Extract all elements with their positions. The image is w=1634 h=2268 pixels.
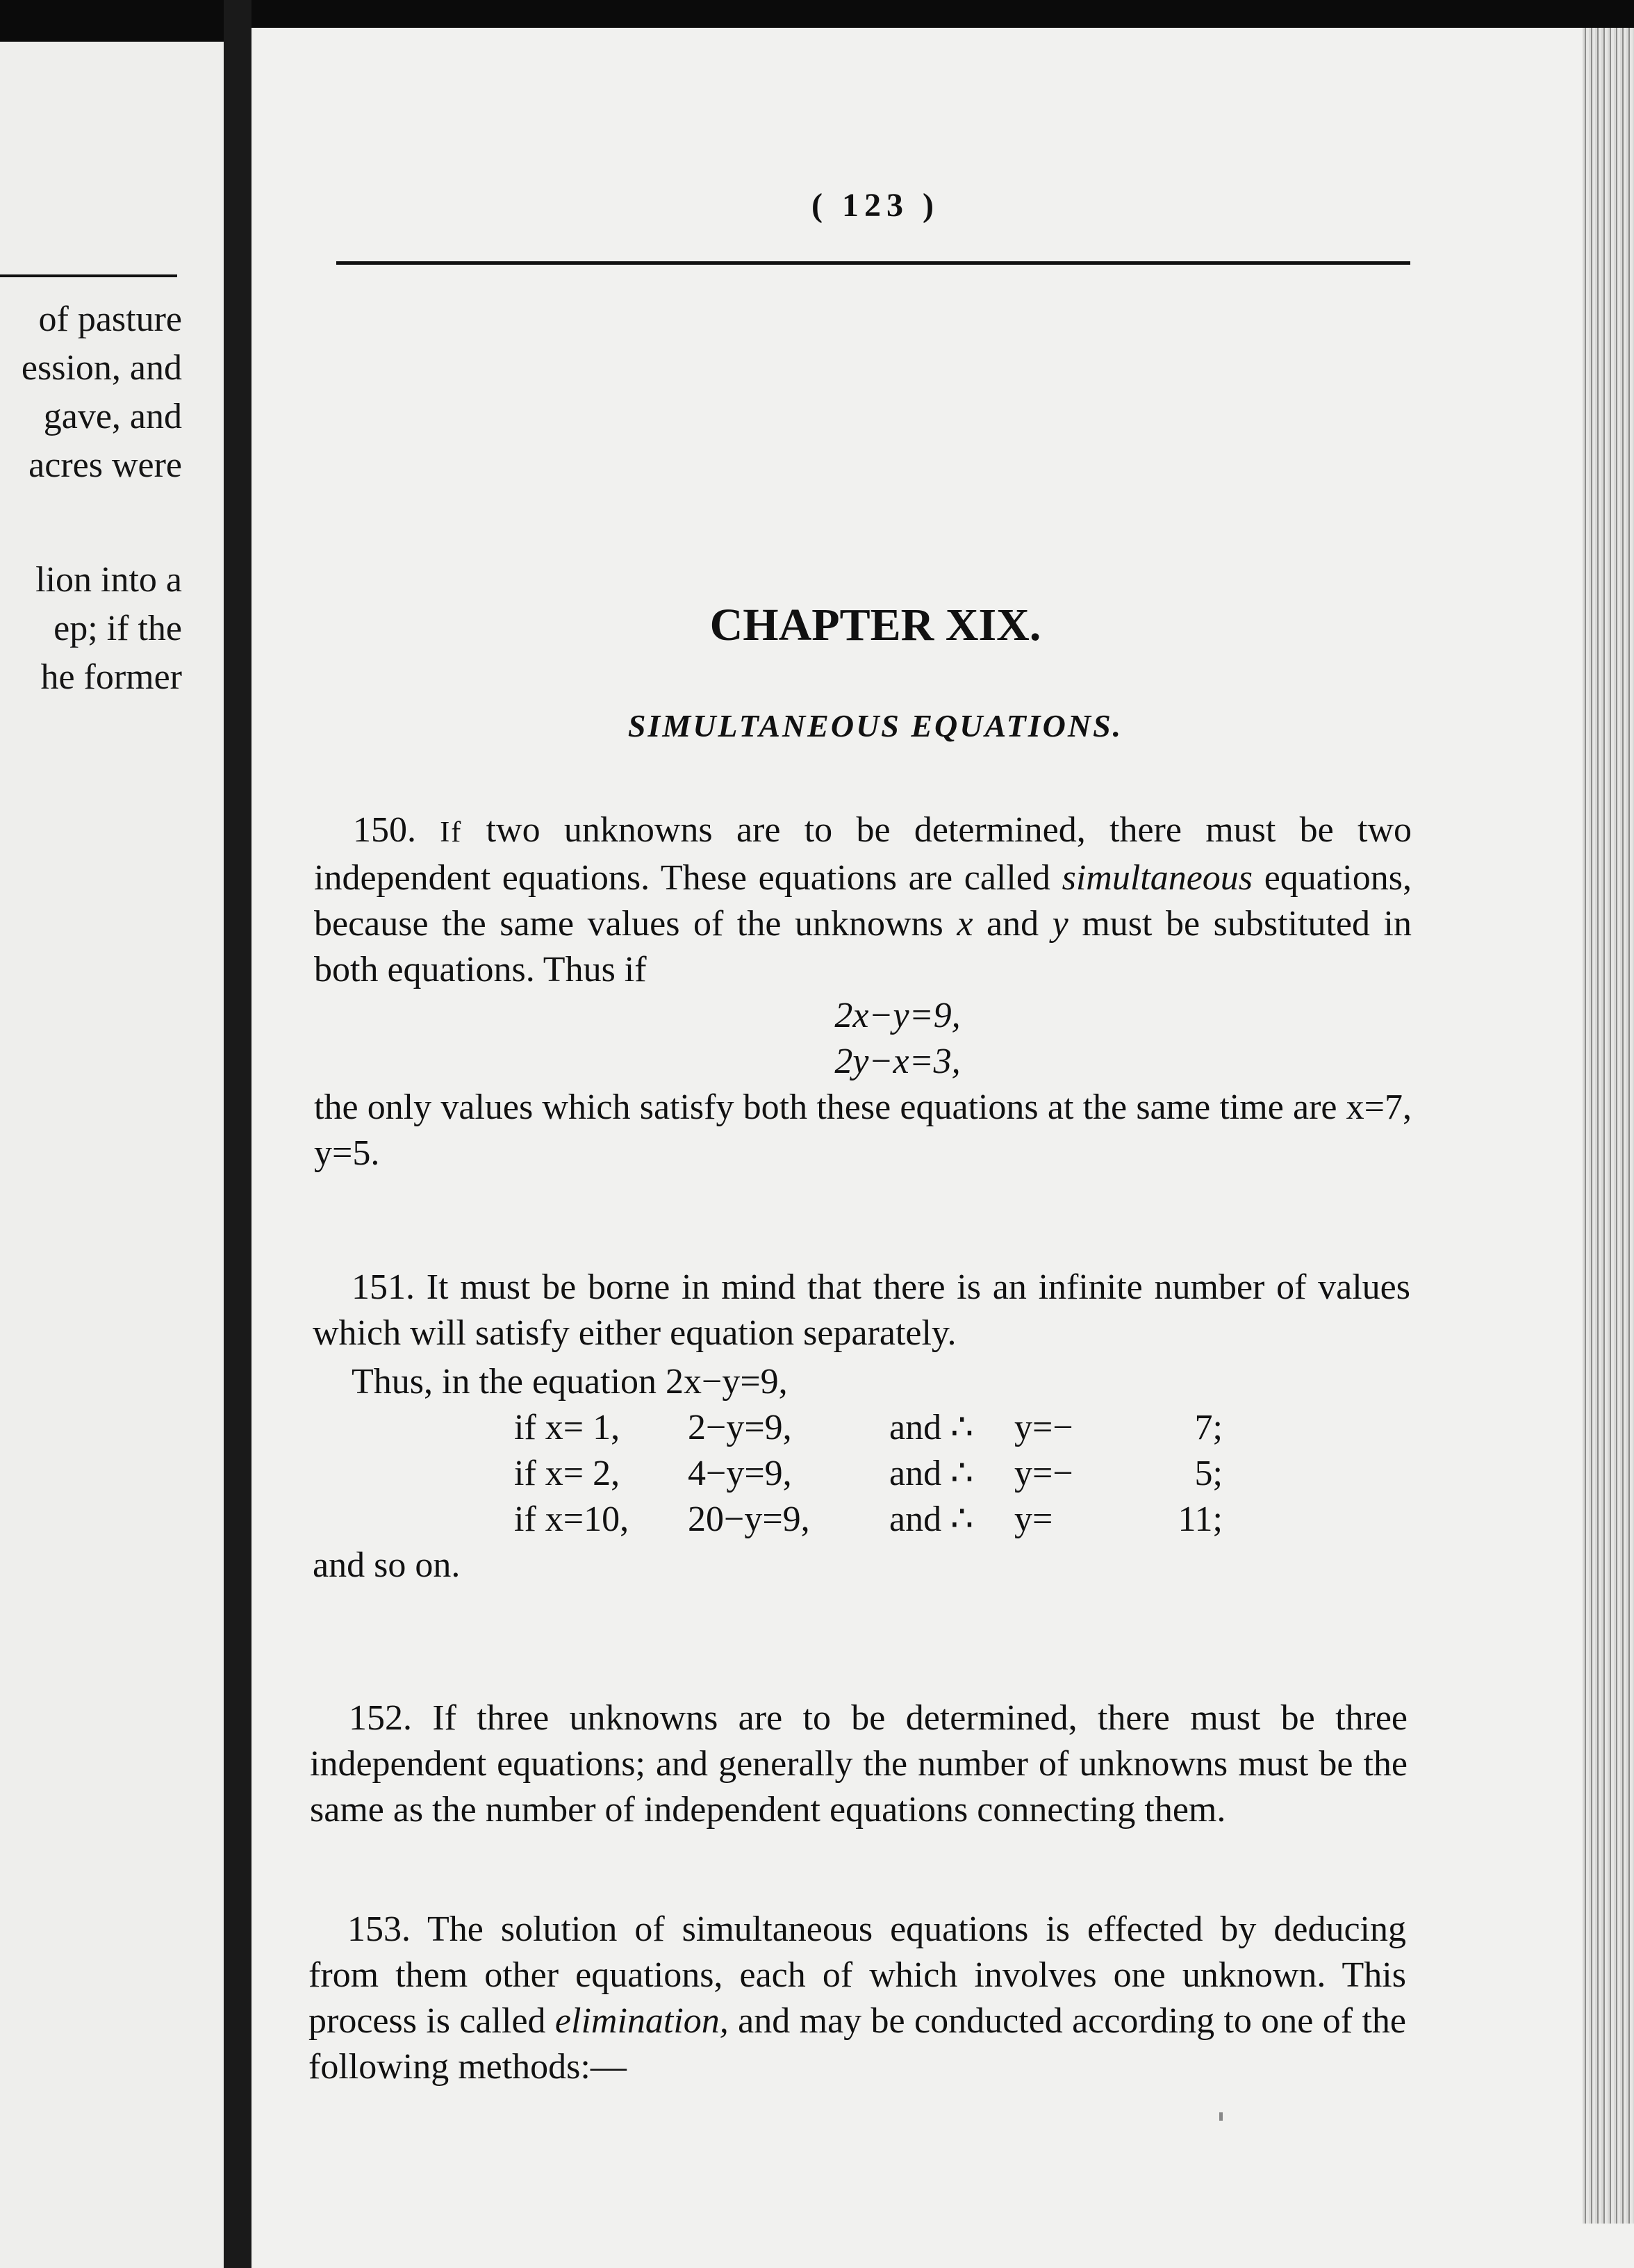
equation-cell: if x= 2, bbox=[514, 1454, 620, 1493]
paragraph-number: 150. bbox=[353, 810, 416, 850]
equation-row bbox=[514, 1405, 1223, 1451]
equation-row bbox=[514, 1497, 1223, 1543]
paragraph-152 bbox=[310, 1695, 1408, 1833]
paragraph-text: must be substituted in both equations. Thus if bbox=[314, 904, 1412, 989]
equation-cell: 20−y=9, bbox=[688, 1499, 810, 1539]
equation-cell: 4−y=9, bbox=[688, 1454, 792, 1493]
equation-cell: and ∴ bbox=[889, 1408, 974, 1447]
variable: y bbox=[1052, 904, 1068, 944]
chapter-title: CHAPTER XIX. bbox=[709, 600, 1041, 650]
paragraph-text: If three unknowns are to be determined, there must be three independent equations; and generally the number of unknowns must be the same as the number of independent equations connecting them. bbox=[310, 1698, 1408, 1830]
equation-cell: y= bbox=[1014, 1499, 1053, 1539]
equation-cell: and ∴ bbox=[889, 1454, 974, 1493]
equation-cell: 11; bbox=[1178, 1499, 1223, 1539]
paragraph-text: two unknowns are to be determined, there must be two independent equations. These equations are called bbox=[314, 810, 1412, 898]
section-title: SIMULTANEOUS EQUATIONS. bbox=[627, 708, 1123, 743]
paragraph-153 bbox=[308, 1907, 1406, 2090]
paragraph-text: and may be conducted according to one of the following methods:— bbox=[308, 2001, 1406, 2087]
left-facing-page bbox=[0, 42, 228, 2268]
paragraph-text: equations, because the same values of the unknowns bbox=[314, 858, 1412, 944]
paragraph-150 bbox=[314, 807, 1412, 1176]
paragraph-text: and so on. bbox=[313, 1545, 461, 1585]
paragraph-number: 151. bbox=[352, 1267, 415, 1307]
header-rule bbox=[336, 261, 1410, 265]
paragraph-151 bbox=[313, 1265, 1410, 1588]
paragraph-number: 153. bbox=[347, 1909, 411, 1949]
equation-line: 2y−x=3, bbox=[834, 1042, 961, 1081]
page-edges bbox=[1583, 28, 1634, 2224]
left-page-line: he former bbox=[40, 657, 182, 697]
left-page-rule bbox=[0, 274, 177, 277]
paragraph-text: Thus, in the equation 2x−y=9, bbox=[352, 1362, 788, 1402]
paragraph-text: and bbox=[973, 904, 1053, 944]
emphasis-term: elimination, bbox=[554, 2001, 729, 2041]
left-page-line: ession, and bbox=[21, 348, 182, 388]
paragraph-text: The solution of simultaneous equations is effected by deducing from them other equations, each of which involves one unknown. This process is called bbox=[308, 1909, 1406, 2041]
equation-cell: and ∴ bbox=[889, 1499, 974, 1539]
equation-cell: if x=10, bbox=[514, 1499, 629, 1539]
paragraph-text: It must be borne in mind that there is an infinite number of values which will satisfy either equation separately. bbox=[313, 1267, 1410, 1353]
page-number: ( 123 ) bbox=[811, 187, 939, 224]
paragraph-text: the only values which satisfy both these equations at the same time are x=7, y=5. bbox=[314, 1087, 1412, 1173]
lead-word: If bbox=[440, 816, 463, 848]
equation-line: 2x−y=9, bbox=[834, 996, 961, 1035]
equation-row bbox=[514, 1451, 1223, 1497]
equation-cell: 2−y=9, bbox=[688, 1408, 792, 1447]
equation-table bbox=[514, 1405, 1223, 1543]
equation-cell: 5; bbox=[1194, 1454, 1223, 1493]
equation-cell: 7; bbox=[1194, 1408, 1223, 1447]
equation-cell: y=− bbox=[1014, 1408, 1073, 1447]
paper-speck bbox=[1219, 2112, 1223, 2121]
left-page-line: gave, and bbox=[43, 397, 182, 436]
equation-cell: if x= 1, bbox=[514, 1408, 620, 1447]
variable: x bbox=[957, 904, 973, 944]
left-page-line: lion into a bbox=[35, 560, 182, 600]
emphasis-term: simultaneous bbox=[1062, 858, 1253, 898]
book-gutter bbox=[224, 0, 251, 2268]
left-page-line: of pasture bbox=[38, 299, 182, 339]
equation-cell: y=− bbox=[1014, 1454, 1073, 1493]
left-page-line: ep; if the bbox=[53, 609, 182, 648]
left-page-line: acres were bbox=[28, 445, 182, 485]
paragraph-number: 152. bbox=[349, 1698, 412, 1738]
